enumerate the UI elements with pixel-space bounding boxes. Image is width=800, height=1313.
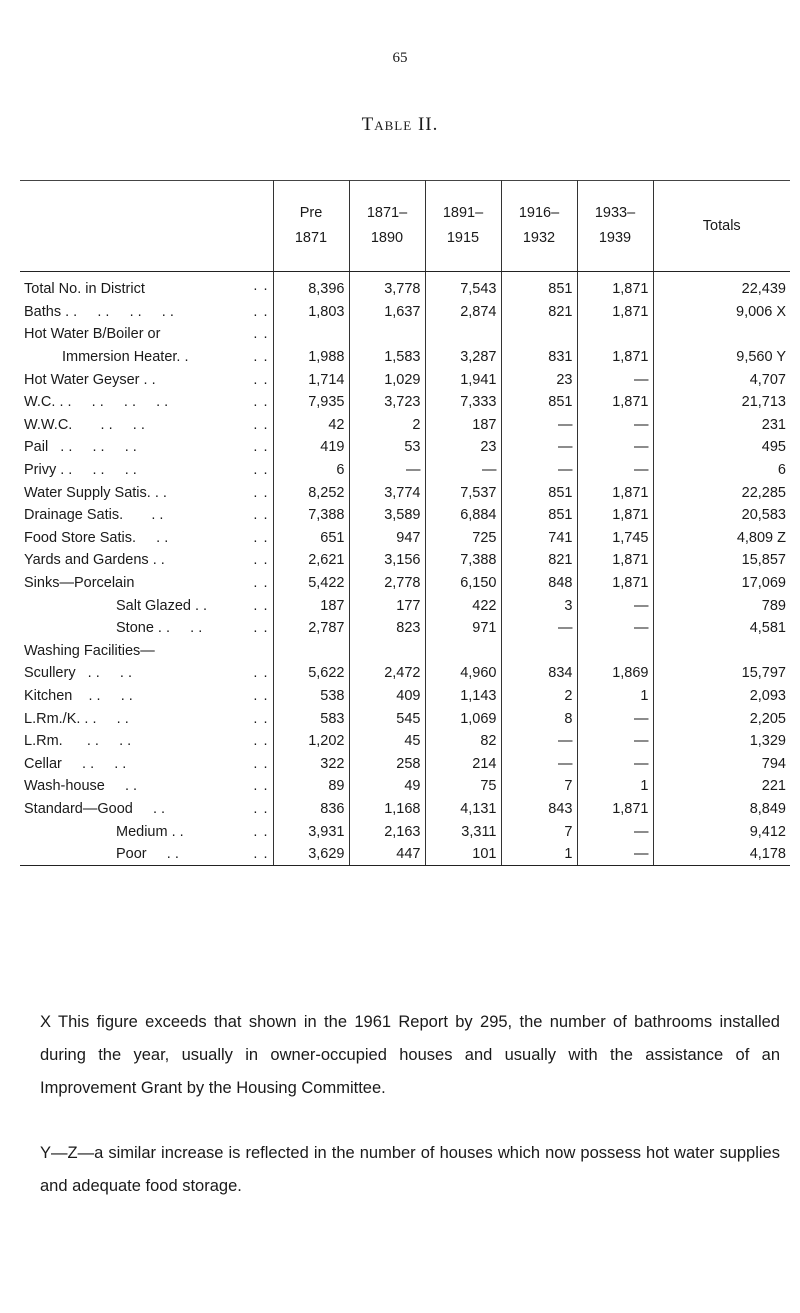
cell-value: 23	[501, 368, 577, 391]
cell-value: 2,621	[273, 549, 349, 572]
cell-value: 23	[425, 436, 501, 459]
row-label	[20, 549, 273, 572]
cell-value: 583	[273, 707, 349, 730]
table-row	[20, 323, 790, 346]
table-row	[20, 820, 790, 843]
cell-value: 7,537	[425, 481, 501, 504]
row-label	[20, 685, 273, 708]
cell-value: 1,871	[577, 391, 653, 414]
row-label	[20, 459, 273, 482]
cell-value: 1,745	[577, 527, 653, 550]
header-row	[20, 181, 790, 272]
cell-value	[349, 640, 425, 663]
row-label-text: W.C. . . . . . . . .	[24, 394, 169, 411]
cell-value: 821	[501, 301, 577, 324]
leader-dots: . .	[253, 552, 269, 569]
leader-dots: . .	[253, 303, 269, 320]
cell-value: 2	[349, 414, 425, 437]
cell-value: 3,778	[349, 272, 425, 301]
row-label-text: Poor . .	[116, 846, 179, 863]
cell-value: 1,871	[577, 272, 653, 301]
table-row	[20, 391, 790, 414]
cell-value: 7,388	[425, 549, 501, 572]
row-label	[20, 820, 273, 843]
cell-value: 4,131	[425, 798, 501, 821]
table-row	[20, 481, 790, 504]
cell-value: 1,871	[577, 549, 653, 572]
cell-value: 1,871	[577, 572, 653, 595]
table-row	[20, 775, 790, 798]
cell-value: 823	[349, 617, 425, 640]
row-label-text: Yards and Gardens . .	[24, 552, 165, 569]
table-body	[20, 272, 790, 866]
row-label	[20, 368, 273, 391]
cell-value: 15,797	[653, 662, 790, 685]
cell-value: 21,713	[653, 391, 790, 414]
row-label	[20, 707, 273, 730]
cell-value: 9,006 X	[653, 301, 790, 324]
cell-value: 6,884	[425, 504, 501, 527]
cell-value: 545	[349, 707, 425, 730]
cell-value: 851	[501, 391, 577, 414]
row-label	[20, 436, 273, 459]
cell-value: 3,774	[349, 481, 425, 504]
row-label	[20, 594, 273, 617]
cell-value: 1,871	[577, 798, 653, 821]
cell-value: 2	[501, 685, 577, 708]
cell-value: 419	[273, 436, 349, 459]
cell-value: 9,560 Y	[653, 346, 790, 369]
table-row	[20, 346, 790, 369]
table-row	[20, 572, 790, 595]
row-label-text: Sinks—Porcelain	[24, 575, 135, 592]
cell-value: 42	[273, 414, 349, 437]
header-column-6: Totals	[653, 181, 790, 272]
cell-value: 15,857	[653, 549, 790, 572]
row-label	[20, 843, 273, 866]
table-row	[20, 436, 790, 459]
cell-value: 1,168	[349, 798, 425, 821]
cell-value	[273, 640, 349, 663]
cell-value	[653, 323, 790, 346]
cell-value: 8,396	[273, 272, 349, 301]
cell-value: 8,849	[653, 798, 790, 821]
row-label-text: L.Rm./K. . . . .	[24, 710, 129, 727]
row-label	[20, 391, 273, 414]
row-label-text: W.W.C. . . . .	[24, 416, 145, 433]
leader-dots: . .	[253, 326, 269, 343]
table-row	[20, 707, 790, 730]
leader-dots: . .	[253, 665, 269, 682]
row-label-text: Scullery . . . .	[24, 665, 132, 682]
cell-value: —	[577, 594, 653, 617]
cell-value: 4,960	[425, 662, 501, 685]
row-label	[20, 346, 273, 369]
cell-value: 1,583	[349, 346, 425, 369]
cell-value: 49	[349, 775, 425, 798]
cell-value: —	[577, 730, 653, 753]
cell-value: —	[577, 459, 653, 482]
cell-value: 3,156	[349, 549, 425, 572]
cell-value: 8	[501, 707, 577, 730]
footnotes	[40, 1006, 780, 1203]
cell-value: 1	[577, 775, 653, 798]
cell-value: 836	[273, 798, 349, 821]
cell-value: 1,871	[577, 346, 653, 369]
row-label-text: Total No. in District	[24, 281, 145, 298]
cell-value: 789	[653, 594, 790, 617]
table-title: Table II.	[361, 114, 439, 135]
row-label-text: Hot Water B/Boiler or	[24, 326, 161, 343]
cell-value: 843	[501, 798, 577, 821]
leader-dots: . .	[253, 710, 269, 727]
cell-value: 725	[425, 527, 501, 550]
table-row	[20, 730, 790, 753]
cell-value: —	[577, 414, 653, 437]
table-row	[20, 662, 790, 685]
cell-value: 1,637	[349, 301, 425, 324]
leader-dots: . .	[253, 349, 269, 366]
cell-value: 1	[577, 685, 653, 708]
leader-dots: . .	[253, 823, 269, 840]
row-label	[20, 572, 273, 595]
cell-value: 447	[349, 843, 425, 866]
row-label	[20, 504, 273, 527]
cell-value: —	[501, 436, 577, 459]
row-label-text: Cellar . . . .	[24, 755, 127, 772]
cell-value: 2,205	[653, 707, 790, 730]
row-label-text: Standard—Good . .	[24, 800, 166, 817]
cell-value: 3	[501, 594, 577, 617]
cell-value: 187	[425, 414, 501, 437]
cell-value: 22,439	[653, 272, 790, 301]
cell-value: 258	[349, 752, 425, 775]
cell-value: 4,581	[653, 617, 790, 640]
cell-value: 3,287	[425, 346, 501, 369]
cell-value: 851	[501, 504, 577, 527]
row-label-text: Hot Water Geyser . .	[24, 371, 156, 388]
cell-value: 9,412	[653, 820, 790, 843]
cell-value: 409	[349, 685, 425, 708]
cell-value: 3,589	[349, 504, 425, 527]
cell-value: 4,178	[653, 843, 790, 866]
table-row	[20, 368, 790, 391]
cell-value: —	[501, 459, 577, 482]
row-label-text: Food Store Satis. . .	[24, 529, 169, 546]
header-column-1: Pre 1871	[273, 181, 349, 272]
table-row	[20, 752, 790, 775]
cell-value: 6	[653, 459, 790, 482]
row-label-text: Baths . . . . . . . .	[24, 303, 174, 320]
row-label	[20, 617, 273, 640]
cell-value: —	[501, 730, 577, 753]
table-row	[20, 272, 790, 301]
header-column-3: 1891– 1915	[425, 181, 501, 272]
cell-value: 2,787	[273, 617, 349, 640]
cell-value: 1,714	[273, 368, 349, 391]
cell-value: 741	[501, 527, 577, 550]
table-row	[20, 414, 790, 437]
leader-dots: . .	[253, 755, 269, 772]
row-label	[20, 414, 273, 437]
cell-value: 1,871	[577, 481, 653, 504]
cell-value: 2,874	[425, 301, 501, 324]
cell-value: 1,871	[577, 301, 653, 324]
row-label-text: Washing Facilities—	[24, 642, 155, 659]
cell-value: 214	[425, 752, 501, 775]
cell-value: 2,163	[349, 820, 425, 843]
table-row	[20, 685, 790, 708]
cell-value: 422	[425, 594, 501, 617]
row-label	[20, 272, 273, 301]
leader-dots: . .	[253, 778, 269, 795]
cell-value: 1	[501, 843, 577, 866]
row-label-text: Salt Glazed . .	[116, 597, 208, 614]
cell-value: 7,333	[425, 391, 501, 414]
leader-dots: . .	[253, 687, 269, 704]
cell-value: —	[577, 617, 653, 640]
cell-value: 3,723	[349, 391, 425, 414]
cell-value: —	[501, 752, 577, 775]
cell-value: —	[577, 752, 653, 775]
cell-value: 1,871	[577, 504, 653, 527]
row-label-text: Privy . . . . . .	[24, 462, 137, 479]
cell-value	[501, 640, 577, 663]
table-row	[20, 459, 790, 482]
row-label-text: Wash-house . .	[24, 778, 138, 795]
cell-value: 2,472	[349, 662, 425, 685]
leader-dots: . .	[253, 507, 269, 524]
cell-value: —	[577, 707, 653, 730]
cell-value	[425, 323, 501, 346]
footnote-x: X This figure exceeds that shown in the 1961 Report by 295, the number of bathrooms installed during the year, usually in owner-occupied houses and usually with the assistance of an Improvement Grant by the Housing Committee.	[40, 1013, 780, 1097]
cell-value: 7,388	[273, 504, 349, 527]
cell-value: 221	[653, 775, 790, 798]
cell-value: 7	[501, 775, 577, 798]
table-row	[20, 549, 790, 572]
cell-value: —	[577, 843, 653, 866]
leader-dots: . .	[253, 371, 269, 388]
header-column-5: 1933– 1939	[577, 181, 653, 272]
table-row	[20, 640, 790, 663]
cell-value: 4,809 Z	[653, 527, 790, 550]
cell-value: —	[349, 459, 425, 482]
table-row	[20, 527, 790, 550]
leader-dots: . .	[253, 529, 269, 546]
cell-value: 495	[653, 436, 790, 459]
row-label-text: Medium . .	[116, 823, 184, 840]
cell-value: 5,422	[273, 572, 349, 595]
cell-value: 538	[273, 685, 349, 708]
row-label	[20, 730, 273, 753]
cell-value: 834	[501, 662, 577, 685]
cell-value: 3,311	[425, 820, 501, 843]
cell-value: 7,935	[273, 391, 349, 414]
cell-value: 1,029	[349, 368, 425, 391]
cell-value: 2,093	[653, 685, 790, 708]
cell-value: 848	[501, 572, 577, 595]
cell-value: 1,069	[425, 707, 501, 730]
row-label-text: Immersion Heater. .	[62, 349, 189, 366]
cell-value	[577, 323, 653, 346]
row-label-text: Kitchen . . . .	[24, 687, 133, 704]
cell-value: 1,202	[273, 730, 349, 753]
row-label	[20, 775, 273, 798]
cell-value: 89	[273, 775, 349, 798]
leader-dots: . .	[253, 597, 269, 614]
leader-dots: . .	[253, 462, 269, 479]
footnote-y-z: Y—Z—a similar increase is reflected in the number of houses which now possess hot water supplies and adequate food storage.	[40, 1144, 780, 1195]
cell-value: 1,803	[273, 301, 349, 324]
leader-dots: . .	[253, 439, 269, 456]
cell-value	[501, 323, 577, 346]
table-row	[20, 617, 790, 640]
cell-value: 1,329	[653, 730, 790, 753]
cell-value: 22,285	[653, 481, 790, 504]
cell-value: 4,707	[653, 368, 790, 391]
cell-value: 8,252	[273, 481, 349, 504]
cell-value: —	[425, 459, 501, 482]
cell-value: —	[577, 368, 653, 391]
cell-value: —	[501, 617, 577, 640]
cell-value: 3,931	[273, 820, 349, 843]
row-label	[20, 323, 273, 346]
row-label-text: Pail . . . . . .	[24, 439, 137, 456]
row-label-text: Drainage Satis. . .	[24, 507, 164, 524]
leader-dots: . .	[253, 733, 269, 750]
cell-value: 831	[501, 346, 577, 369]
row-label	[20, 301, 273, 324]
cell-value	[653, 640, 790, 663]
row-label-text: L.Rm. . . . .	[24, 733, 132, 750]
cell-value: 851	[501, 481, 577, 504]
amenities-table	[20, 180, 790, 866]
header-column-2: 1871– 1890	[349, 181, 425, 272]
row-label	[20, 527, 273, 550]
cell-value: 6	[273, 459, 349, 482]
cell-value: 851	[501, 272, 577, 301]
cell-value: 3,629	[273, 843, 349, 866]
row-label	[20, 798, 273, 821]
cell-value: —	[501, 414, 577, 437]
housing-table	[20, 180, 790, 866]
cell-value: 17,069	[653, 572, 790, 595]
cell-value	[273, 323, 349, 346]
page-number: 65	[392, 50, 408, 66]
cell-value: 45	[349, 730, 425, 753]
leader-dots: . .	[253, 484, 269, 501]
cell-value	[349, 323, 425, 346]
cell-value: 7	[501, 820, 577, 843]
cell-value: 5,622	[273, 662, 349, 685]
cell-value: 1,988	[273, 346, 349, 369]
cell-value: 1,941	[425, 368, 501, 391]
cell-value: 1,143	[425, 685, 501, 708]
cell-value: 971	[425, 617, 501, 640]
cell-value: 821	[501, 549, 577, 572]
cell-value: 2,778	[349, 572, 425, 595]
row-label	[20, 640, 273, 663]
leader-dots: . .	[253, 800, 269, 817]
cell-value: 322	[273, 752, 349, 775]
cell-value: 75	[425, 775, 501, 798]
leader-dots: . .	[253, 394, 269, 411]
header-column-4: 1916– 1932	[501, 181, 577, 272]
table-row	[20, 594, 790, 617]
row-label	[20, 752, 273, 775]
cell-value: 651	[273, 527, 349, 550]
leader-dots: . .	[253, 278, 269, 295]
table-row	[20, 301, 790, 324]
row-label	[20, 481, 273, 504]
leader-dots: . .	[253, 620, 269, 637]
cell-value: 7,543	[425, 272, 501, 301]
cell-value: —	[577, 436, 653, 459]
row-label-text: Stone . . . .	[116, 620, 203, 637]
cell-value: 6,150	[425, 572, 501, 595]
cell-value	[577, 640, 653, 663]
table-row	[20, 504, 790, 527]
row-label-text: Water Supply Satis. . .	[24, 484, 167, 501]
cell-value: 20,583	[653, 504, 790, 527]
header-label-column	[20, 181, 273, 272]
cell-value: 947	[349, 527, 425, 550]
cell-value: 231	[653, 414, 790, 437]
cell-value: 177	[349, 594, 425, 617]
cell-value	[425, 640, 501, 663]
cell-value: 82	[425, 730, 501, 753]
cell-value: 101	[425, 843, 501, 866]
leader-dots: . .	[253, 846, 269, 863]
cell-value: 1,869	[577, 662, 653, 685]
leader-dots: . .	[253, 416, 269, 433]
cell-value: —	[577, 820, 653, 843]
table-row	[20, 798, 790, 821]
row-label	[20, 662, 273, 685]
leader-dots: . .	[253, 575, 269, 592]
cell-value: 53	[349, 436, 425, 459]
cell-value: 794	[653, 752, 790, 775]
table-row	[20, 843, 790, 866]
cell-value: 187	[273, 594, 349, 617]
